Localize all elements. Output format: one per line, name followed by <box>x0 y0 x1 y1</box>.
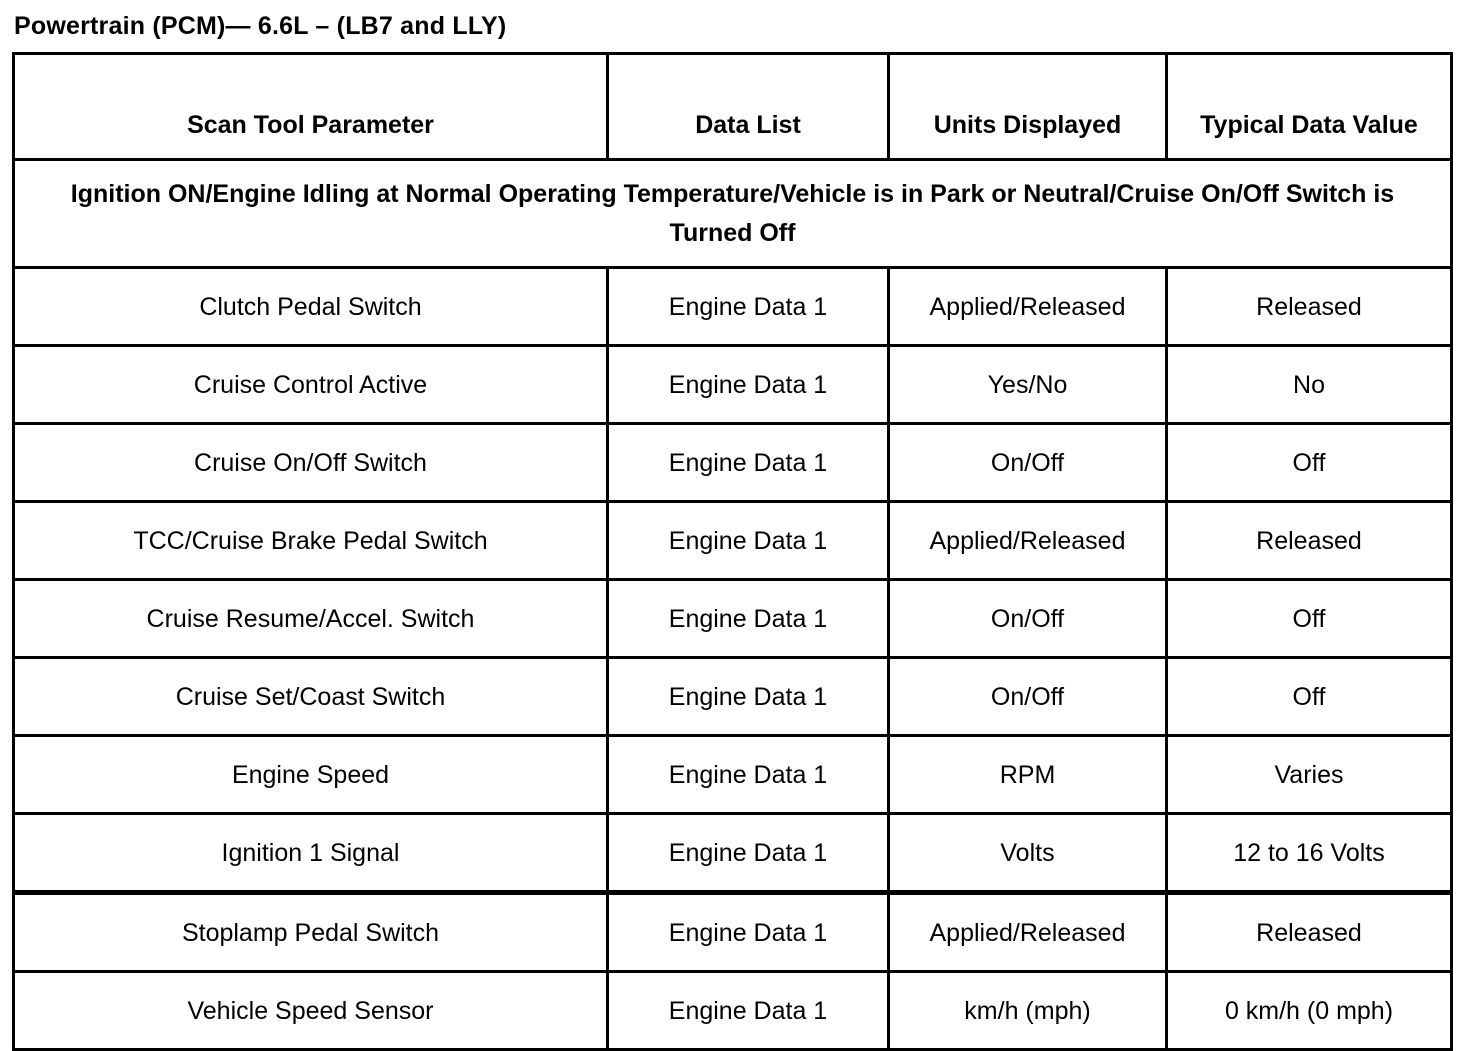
cell-typical: Varies <box>1167 736 1452 814</box>
table-row <box>14 346 1452 424</box>
cell-parameter: Engine Speed <box>14 736 608 814</box>
cell-typical: Released <box>1167 502 1452 580</box>
table-row <box>14 658 1452 736</box>
cell-units: Volts <box>889 814 1167 893</box>
table-row <box>14 424 1452 502</box>
table-row <box>14 268 1452 346</box>
cell-parameter: Cruise Set/Coast Switch <box>14 658 608 736</box>
cell-data-list: Engine Data 1 <box>608 736 889 814</box>
cell-parameter: Cruise On/Off Switch <box>14 424 608 502</box>
cell-units: Applied/Released <box>889 268 1167 346</box>
cell-typical: Off <box>1167 580 1452 658</box>
cell-parameter: Cruise Resume/Accel. Switch <box>14 580 608 658</box>
cell-data-list: Engine Data 1 <box>608 814 889 893</box>
cell-parameter: Vehicle Speed Sensor <box>14 972 608 1050</box>
cell-data-list: Engine Data 1 <box>608 502 889 580</box>
cell-parameter: Clutch Pedal Switch <box>14 268 608 346</box>
cell-data-list: Engine Data 1 <box>608 658 889 736</box>
cell-units: Yes/No <box>889 346 1167 424</box>
table-header-row <box>14 54 1452 160</box>
cell-typical: No <box>1167 346 1452 424</box>
cell-units: Applied/Released <box>889 502 1167 580</box>
cell-data-list: Engine Data 1 <box>608 893 889 972</box>
cell-units: RPM <box>889 736 1167 814</box>
cell-units: On/Off <box>889 580 1167 658</box>
cell-units: On/Off <box>889 424 1167 502</box>
table-row <box>14 580 1452 658</box>
cell-typical: Released <box>1167 268 1452 346</box>
cell-data-list: Engine Data 1 <box>608 580 889 658</box>
cell-data-list: Engine Data 1 <box>608 346 889 424</box>
cell-parameter: Stoplamp Pedal Switch <box>14 893 608 972</box>
header-data-list: Data List <box>608 54 889 160</box>
cell-parameter: Cruise Control Active <box>14 346 608 424</box>
scan-tool-data-table <box>12 52 1453 1051</box>
cell-units: On/Off <box>889 658 1167 736</box>
cell-data-list: Engine Data 1 <box>608 424 889 502</box>
cell-typical: Off <box>1167 424 1452 502</box>
header-typical-data-value: Typical Data Value <box>1167 54 1452 160</box>
cell-data-list: Engine Data 1 <box>608 268 889 346</box>
cell-units: km/h (mph) <box>889 972 1167 1050</box>
table-row <box>14 736 1452 814</box>
cell-parameter: TCC/Cruise Brake Pedal Switch <box>14 502 608 580</box>
condition-row <box>14 160 1452 268</box>
cell-units: Applied/Released <box>889 893 1167 972</box>
cell-typical: 12 to 16 Volts <box>1167 814 1452 893</box>
header-scan-tool-parameter: Scan Tool Parameter <box>14 54 608 160</box>
header-units-displayed: Units Displayed <box>889 54 1167 160</box>
table-row <box>14 502 1452 580</box>
cell-typical: Off <box>1167 658 1452 736</box>
table-row <box>14 814 1452 893</box>
table-row <box>14 893 1452 972</box>
table-row <box>14 972 1452 1050</box>
cell-typical: Released <box>1167 893 1452 972</box>
cell-data-list: Engine Data 1 <box>608 972 889 1050</box>
operating-condition: Ignition ON/Engine Idling at Normal Operating Temperature/Vehicle is in Park or Neutral/Cruise On/Off Switch is Turned Off <box>14 160 1452 268</box>
cell-parameter: Ignition 1 Signal <box>14 814 608 893</box>
page-title: Powertrain (PCM)— 6.6L – (LB7 and LLY) <box>14 12 507 40</box>
cell-typical: 0 km/h (0 mph) <box>1167 972 1452 1050</box>
